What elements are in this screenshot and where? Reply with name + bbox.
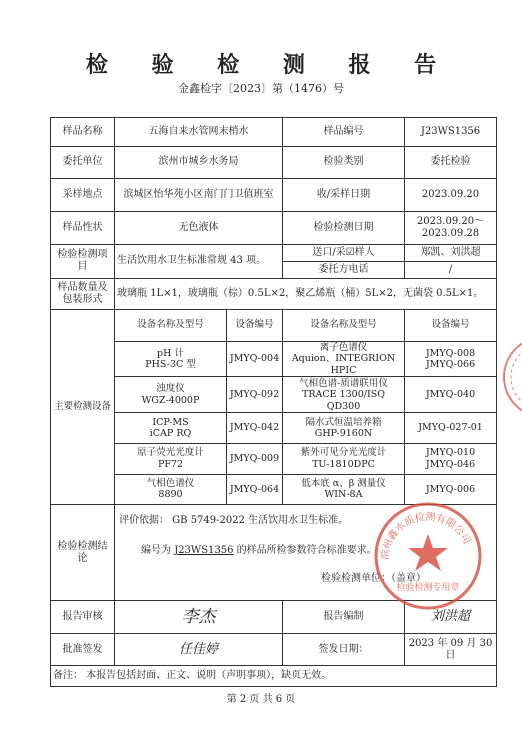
equipment-header-no-right: 设备编号 xyxy=(405,309,497,341)
equipment-label: 主要检测设备 xyxy=(51,309,115,504)
approve-signature: 任佳婷 xyxy=(115,633,283,666)
delivery-value: 郑凯、刘洪超 xyxy=(405,244,497,261)
report-title: 检 验 检 测 报 告 xyxy=(85,52,455,78)
test-type-value: 委托检验 xyxy=(405,146,497,179)
review-signature: 李杰 xyxy=(115,601,283,634)
sample-name-value: 五海自来水管网末梢水 xyxy=(115,118,283,147)
equipment-number: JMYQ-092 xyxy=(227,377,283,413)
seal-subtext: 检验检测专用章 xyxy=(396,583,460,593)
page-footer: 第 2 页 共 6 页 xyxy=(226,694,296,705)
approve-label: 批准签发 xyxy=(51,633,115,666)
equipment-number: JMYQ-027-01 xyxy=(405,413,497,444)
equipment-number: JMYQ-006 xyxy=(405,474,497,505)
delivery-label: 送口/采☑样人 xyxy=(283,244,405,261)
sample-name-label: 样品名称 xyxy=(51,118,115,147)
equipment-name: 隔水式恒温培养箱 GHP-9160N xyxy=(283,413,405,444)
seal-text: 滨州鑫水质检测有限公司 xyxy=(379,511,473,561)
equipment-header-no-left: 设备编号 xyxy=(227,309,283,341)
sample-date-value: 2023.09.20 xyxy=(405,179,497,212)
document-number: 金鑫检字〔2023〕第（1476）号 xyxy=(178,82,344,95)
equipment-name: 低本底 α、β 测量仪 WIN-8A xyxy=(283,474,405,505)
packaging-value: 玻璃瓶 1L×1，玻璃瓶（棕）0.5L×2，聚乙烯瓶（桶）5L×2，无菌袋 0.5L×1。 xyxy=(115,279,497,310)
issue-date-value: 2023 年 09 月 30 日 xyxy=(405,633,497,666)
statement-suffix: 的样品所检参数符合标准要求。 xyxy=(233,545,377,557)
compile-signature: 刘洪超 xyxy=(405,601,497,634)
equipment-name: 气相色谱-质谱联用仪 TRACE 1300/ISQ QD300 xyxy=(283,377,405,413)
sample-no-label: 样品编号 xyxy=(283,118,405,147)
equipment-name: pH 计 PHS-3C 型 xyxy=(115,341,227,377)
location-label: 采样地点 xyxy=(51,179,115,212)
items-label: 检验检测项目 xyxy=(51,244,115,279)
equipment-number: JMYQ-064 xyxy=(227,474,283,505)
equipment-name: 紫外可见分光光度计 TU-1810DPC xyxy=(283,443,405,474)
equipment-number: JMYQ-009 xyxy=(227,443,283,474)
conclusion-statement xyxy=(141,545,377,557)
equipment-number: JMYQ-040 xyxy=(405,377,497,413)
compile-label: 报告编制 xyxy=(283,601,405,634)
review-label: 报告审核 xyxy=(51,601,115,634)
equipment-header-name-right: 设备名称及型号 xyxy=(283,309,405,341)
client-label: 委托单位 xyxy=(51,146,115,179)
test-type-label: 检验类别 xyxy=(283,146,405,179)
remark: 备注： 本报告包括封面、正文、说明（声明事项），缺页无效。 xyxy=(51,666,497,687)
statement-sample-no: J23WS1356 xyxy=(174,545,234,557)
phone-label: 委托方电话 xyxy=(283,261,405,278)
edge-seal-icon xyxy=(500,322,522,432)
statement-prefix: 编号为 xyxy=(141,545,175,557)
equipment-name: ICP-MS iCAP RQ xyxy=(115,413,227,444)
location-value: 滨城区怡华苑小区南门门卫值班室 xyxy=(115,179,283,212)
phone-value: / xyxy=(405,261,497,278)
conclusion-label: 检验检测结论 xyxy=(51,505,115,601)
equipment-number: JMYQ-010 JMYQ-046 xyxy=(405,443,497,474)
equipment-number: JMYQ-008 JMYQ-066 xyxy=(405,341,497,377)
equipment-name: 原子荧光光度计 PF72 xyxy=(115,443,227,474)
equipment-number: JMYQ-004 xyxy=(227,341,283,377)
equipment-number: JMYQ-042 xyxy=(227,413,283,444)
conclusion-cell xyxy=(115,505,497,601)
character-label: 样品性状 xyxy=(51,211,115,244)
items-value: 生活饮用水卫生标准常规 43 项。 xyxy=(115,244,283,279)
packaging-label: 样品数量及包装形式 xyxy=(51,279,115,310)
equipment-header-name-left: 设备名称及型号 xyxy=(115,309,227,341)
equipment-name: 离子色谱仪 Aquion、INTEGRION HPIC xyxy=(283,341,405,377)
testing-unit: 检验检测单位：（盖章） xyxy=(321,573,426,585)
evaluation-basis: 评价依据： GB 5749-2022 生活饮用水卫生标准。 xyxy=(119,515,349,527)
client-value: 滨州市城乡水务局 xyxy=(115,146,283,179)
issue-date-label: 签发日期： xyxy=(283,633,405,666)
character-value: 无色液体 xyxy=(115,211,283,244)
test-date-value: 2023.09.20～2023.09.28 xyxy=(405,211,497,244)
test-date-label: 检验检测日期 xyxy=(283,211,405,244)
sample-date-label: 收/采样日期 xyxy=(283,179,405,212)
equipment-name: 气相色谱仪 8890 xyxy=(115,474,227,505)
equipment-name: 浊度仪 WGZ-4000P xyxy=(115,377,227,413)
sample-no-value: J23WS1356 xyxy=(405,118,497,147)
report-table xyxy=(50,117,497,687)
